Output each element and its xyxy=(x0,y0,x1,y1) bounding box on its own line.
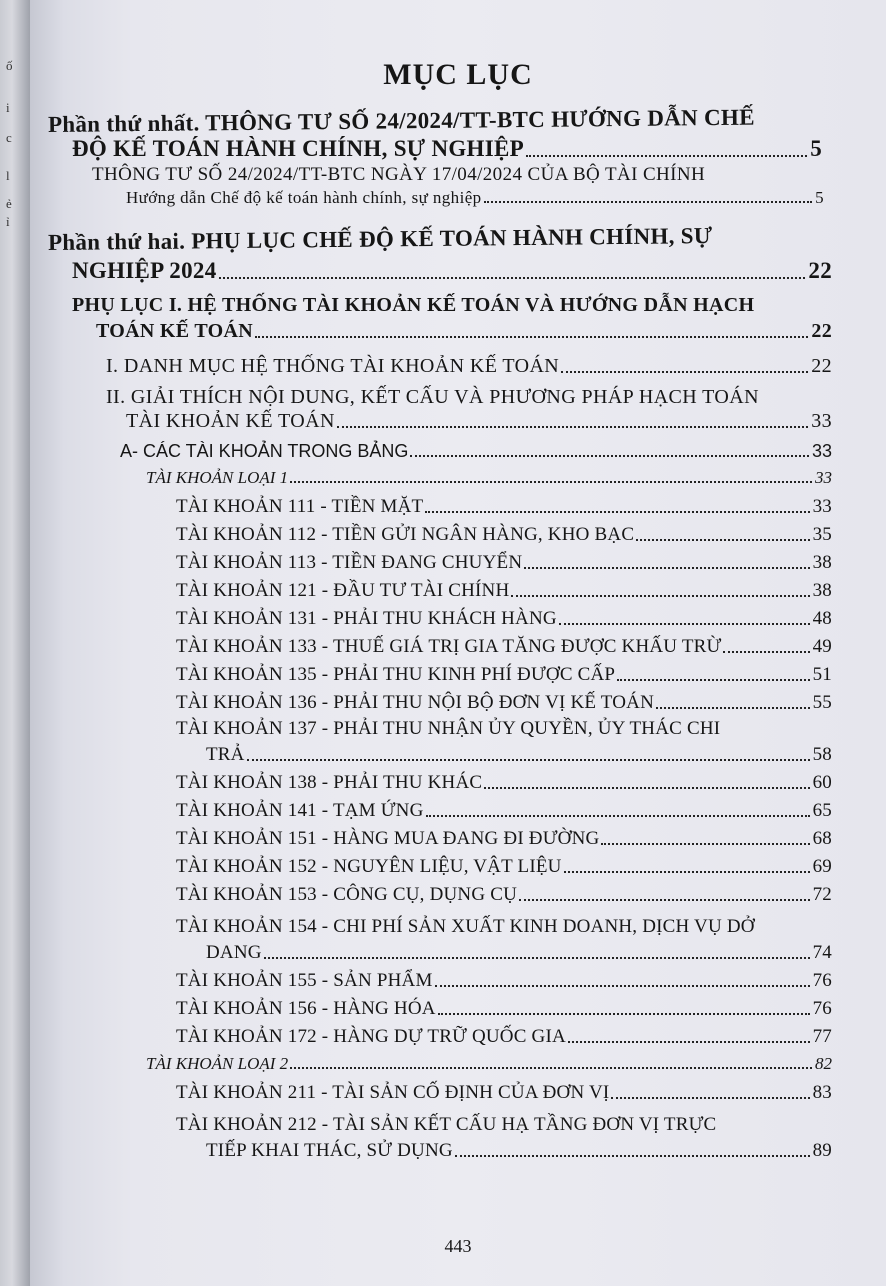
toc-label: TÀI KHOẢN 151 - HÀNG MUA ĐANG ĐI ĐƯỜNG xyxy=(176,828,600,849)
toc-label: I. DANH MỤC HỆ THỐNG TÀI KHOẢN KẾ TOÁN xyxy=(106,355,560,377)
toc-entry-account[interactable] xyxy=(176,496,832,518)
toc-entry-account-154-line1: TÀI KHOẢN 154 - CHI PHÍ SẢN XUẤT KINH DOANH, DỊCH VỤ DỞ xyxy=(176,916,755,937)
toc-entry-category-1[interactable] xyxy=(146,468,832,488)
leader-dots xyxy=(290,481,812,483)
toc-page-number: 60 xyxy=(812,772,832,793)
leader-dots xyxy=(559,623,810,625)
toc-page-number: 68 xyxy=(812,828,832,849)
toc-page-number: 33 xyxy=(812,496,832,517)
toc-entry-account[interactable] xyxy=(176,692,832,714)
leader-dots xyxy=(601,843,809,845)
leader-dots xyxy=(247,759,810,761)
toc-entry-circular-line1: THÔNG TƯ SỐ 24/2024/TT-BTC NGÀY 17/04/2024 CỦA BỘ TÀI CHÍNH xyxy=(92,164,706,185)
toc-page-number: 55 xyxy=(812,692,832,713)
toc-page-number: 76 xyxy=(812,998,832,1019)
leader-dots xyxy=(484,787,809,789)
leader-dots xyxy=(425,511,809,513)
toc-label: ĐỘ KẾ TOÁN HÀNH CHÍNH, SỰ NGHIỆP xyxy=(72,136,524,161)
toc-entry-appendix-1[interactable] xyxy=(96,320,832,343)
toc-entry-account[interactable] xyxy=(176,636,832,658)
toc-label: TÀI KHOẢN 131 - PHẢI THU KHÁCH HÀNG xyxy=(176,608,557,629)
toc-entry-part-1[interactable] xyxy=(72,136,822,162)
leader-dots xyxy=(526,155,807,157)
toc-entry-account[interactable] xyxy=(176,856,832,878)
toc-page-number: 51 xyxy=(812,664,832,685)
toc-entry-category-2[interactable] xyxy=(146,1054,832,1074)
leader-dots xyxy=(723,651,809,653)
leader-dots xyxy=(219,277,806,279)
toc-page-number: 35 xyxy=(812,524,832,545)
toc-entry-account[interactable] xyxy=(176,828,832,850)
leader-dots xyxy=(636,539,809,541)
toc-entry-group-a[interactable] xyxy=(120,441,832,462)
toc-page-number: 33 xyxy=(811,441,832,461)
toc-entry-part-1-line1: Phần thứ nhất. THÔNG TƯ SỐ 24/2024/TT-BTC HƯỚNG DẪN CHẾ xyxy=(47,104,755,137)
toc-page-number: 77 xyxy=(812,1026,832,1047)
leader-dots xyxy=(484,201,813,203)
toc-entry-circular[interactable] xyxy=(126,188,824,208)
toc-page-number: 22 xyxy=(811,355,832,377)
toc-label: TÀI KHOẢN 156 - HÀNG HÓA xyxy=(176,998,436,1019)
toc-label: TÀI KHOẢN 152 - NGUYÊN LIỆU, VẬT LIỆU xyxy=(176,856,562,877)
toc-label: NGHIỆP 2024 xyxy=(72,258,217,283)
left-page-fragment: ố xyxy=(6,58,13,73)
leader-dots xyxy=(524,567,809,569)
toc-label: TRẢ xyxy=(206,744,245,765)
toc-label: TÀI KHOẢN 211 - TÀI SẢN CỐ ĐỊNH CỦA ĐƠN VỊ xyxy=(176,1082,610,1103)
toc-label: TÀI KHOẢN 113 - TIỀN ĐANG CHUYỂN xyxy=(176,552,523,573)
left-page-fragment: ỉ xyxy=(6,214,10,229)
leader-dots xyxy=(290,1067,812,1069)
toc-page-number: 5 xyxy=(810,136,822,161)
toc-page-number: 82 xyxy=(815,1054,832,1073)
toc-page-number: 22 xyxy=(811,320,832,342)
toc-label: TÀI KHOẢN LOẠI 1 xyxy=(146,468,289,487)
toc-entry-section-2-line1: II. GIẢI THÍCH NỘI DUNG, KẾT CẤU VÀ PHƯƠNG PHÁP HẠCH TOÁN xyxy=(106,386,759,408)
left-page-fragment: l xyxy=(6,168,10,183)
leader-dots xyxy=(438,1013,810,1015)
toc-entry-account-137-line1: TÀI KHOẢN 137 - PHẢI THU NHẬN ỦY QUYỀN, ỦY THÁC CHI xyxy=(176,718,721,739)
leader-dots xyxy=(426,815,810,817)
toc-entry-account[interactable] xyxy=(206,1140,832,1162)
toc-label: TÀI KHOẢN 155 - SẢN PHẨM xyxy=(176,970,433,991)
toc-entry-account[interactable] xyxy=(176,772,832,794)
leader-dots xyxy=(611,1097,809,1099)
left-page-edge xyxy=(0,0,30,1286)
toc-label: TÀI KHOẢN 133 - THUẾ GIÁ TRỊ GIA TĂNG ĐƯỢC KHẤU TRỪ xyxy=(176,636,722,657)
toc-page-number: 22 xyxy=(808,258,832,283)
toc-label: TÀI KHOẢN 141 - TẠM ỨNG xyxy=(176,800,424,821)
toc-page-number: 58 xyxy=(812,744,832,765)
toc-label: TIẾP KHAI THÁC, SỬ DỤNG xyxy=(206,1140,453,1161)
toc-entry-account[interactable] xyxy=(176,580,832,602)
toc-page-number: 89 xyxy=(812,1140,832,1161)
toc-entry-account[interactable] xyxy=(176,524,832,546)
toc-page-number: 49 xyxy=(812,636,832,657)
toc-entry-account[interactable] xyxy=(176,1026,832,1048)
toc-label: DANG xyxy=(206,942,262,963)
page-number: 443 xyxy=(444,1236,472,1256)
leader-dots xyxy=(511,595,809,597)
leader-dots xyxy=(255,336,808,338)
toc-page-number: 76 xyxy=(812,970,832,991)
toc-entry-account[interactable] xyxy=(176,970,832,992)
toc-entry-account[interactable] xyxy=(206,942,832,964)
left-page-fragment: ẻ xyxy=(6,196,12,211)
leader-dots xyxy=(564,871,810,873)
toc-page-number: 48 xyxy=(812,608,832,629)
leader-dots xyxy=(519,899,810,901)
toc-label: TÀI KHOẢN 153 - CÔNG CỤ, DỤNG CỤ xyxy=(176,884,517,905)
toc-page-number: 83 xyxy=(812,1082,832,1103)
toc-entry-part-2-line1: Phần thứ hai. PHỤ LỤC CHẾ ĐỘ KẾ TOÁN HÀNH CHÍNH, SỰ xyxy=(47,223,713,255)
toc-entry-account[interactable] xyxy=(176,608,832,630)
toc-entry-account[interactable] xyxy=(176,664,832,686)
page-title: MỤC LỤC xyxy=(383,58,533,91)
toc-label: A- CÁC TÀI KHOẢN TRONG BẢNG xyxy=(120,441,409,461)
toc-label: TÀI KHOẢN 138 - PHẢI THU KHÁC xyxy=(176,772,483,793)
toc-page-number: 33 xyxy=(811,410,832,432)
leader-dots xyxy=(435,985,810,987)
toc-page-number: 65 xyxy=(812,800,832,821)
leader-dots xyxy=(561,371,808,373)
toc-entry-account[interactable] xyxy=(206,744,832,766)
left-page-fragment: c xyxy=(6,130,12,145)
leader-dots xyxy=(337,426,808,428)
toc-entry-part-2[interactable] xyxy=(72,258,832,284)
toc-entry-account[interactable] xyxy=(176,552,832,574)
leader-dots xyxy=(264,957,810,959)
toc-page-number: 33 xyxy=(815,468,832,487)
leader-dots xyxy=(410,455,809,457)
toc-page-number: 69 xyxy=(812,856,832,877)
toc-page-number: 38 xyxy=(812,580,832,601)
toc-page-number: 74 xyxy=(812,942,832,963)
left-page-fragment: i xyxy=(6,100,10,115)
toc-label: TOÁN KẾ TOÁN xyxy=(96,320,253,342)
toc-label: TÀI KHOẢN LOẠI 2 xyxy=(146,1054,289,1073)
toc-entry-section-2[interactable] xyxy=(126,410,832,433)
book-page xyxy=(30,0,886,1286)
leader-dots xyxy=(656,707,810,709)
toc-label: TÀI KHOẢN KẾ TOÁN xyxy=(126,410,335,432)
toc-label: TÀI KHOẢN 121 - ĐẦU TƯ TÀI CHÍNH xyxy=(176,580,510,601)
toc-entry-account[interactable] xyxy=(176,800,832,822)
toc-label: TÀI KHOẢN 136 - PHẢI THU NỘI BỘ ĐƠN VỊ KẾ TOÁN xyxy=(176,692,655,713)
toc-entry-section-1[interactable] xyxy=(106,355,832,378)
toc-label: TÀI KHOẢN 172 - HÀNG DỰ TRỮ QUỐC GIA xyxy=(176,1026,566,1047)
toc-entry-appendix-1-line1: PHỤ LỤC I. HỆ THỐNG TÀI KHOẢN KẾ TOÁN VÀ HƯỚNG DẪN HẠCH xyxy=(72,294,755,316)
toc-entry-account[interactable] xyxy=(176,1082,832,1104)
toc-entry-account[interactable] xyxy=(176,998,832,1020)
toc-entry-account-212-line1: TÀI KHOẢN 212 - TÀI SẢN KẾT CẤU HẠ TẦNG ĐƠN VỊ TRỰC xyxy=(176,1114,717,1135)
toc-page-number: 38 xyxy=(812,552,832,573)
toc-label: TÀI KHOẢN 112 - TIỀN GỬI NGÂN HÀNG, KHO BẠC xyxy=(176,524,635,545)
toc-entry-account[interactable] xyxy=(176,884,832,906)
toc-label: TÀI KHOẢN 111 - TIỀN MẶT xyxy=(176,496,424,517)
leader-dots xyxy=(568,1041,810,1043)
leader-dots xyxy=(455,1155,810,1157)
leader-dots xyxy=(617,679,809,681)
toc-label: TÀI KHOẢN 135 - PHẢI THU KINH PHÍ ĐƯỢC CẤP xyxy=(176,664,616,685)
toc-page-number: 5 xyxy=(815,188,824,207)
toc-label: Hướng dẫn Chế độ kế toán hành chính, sự nghiệp xyxy=(126,188,482,207)
toc-page-number: 72 xyxy=(812,884,832,905)
